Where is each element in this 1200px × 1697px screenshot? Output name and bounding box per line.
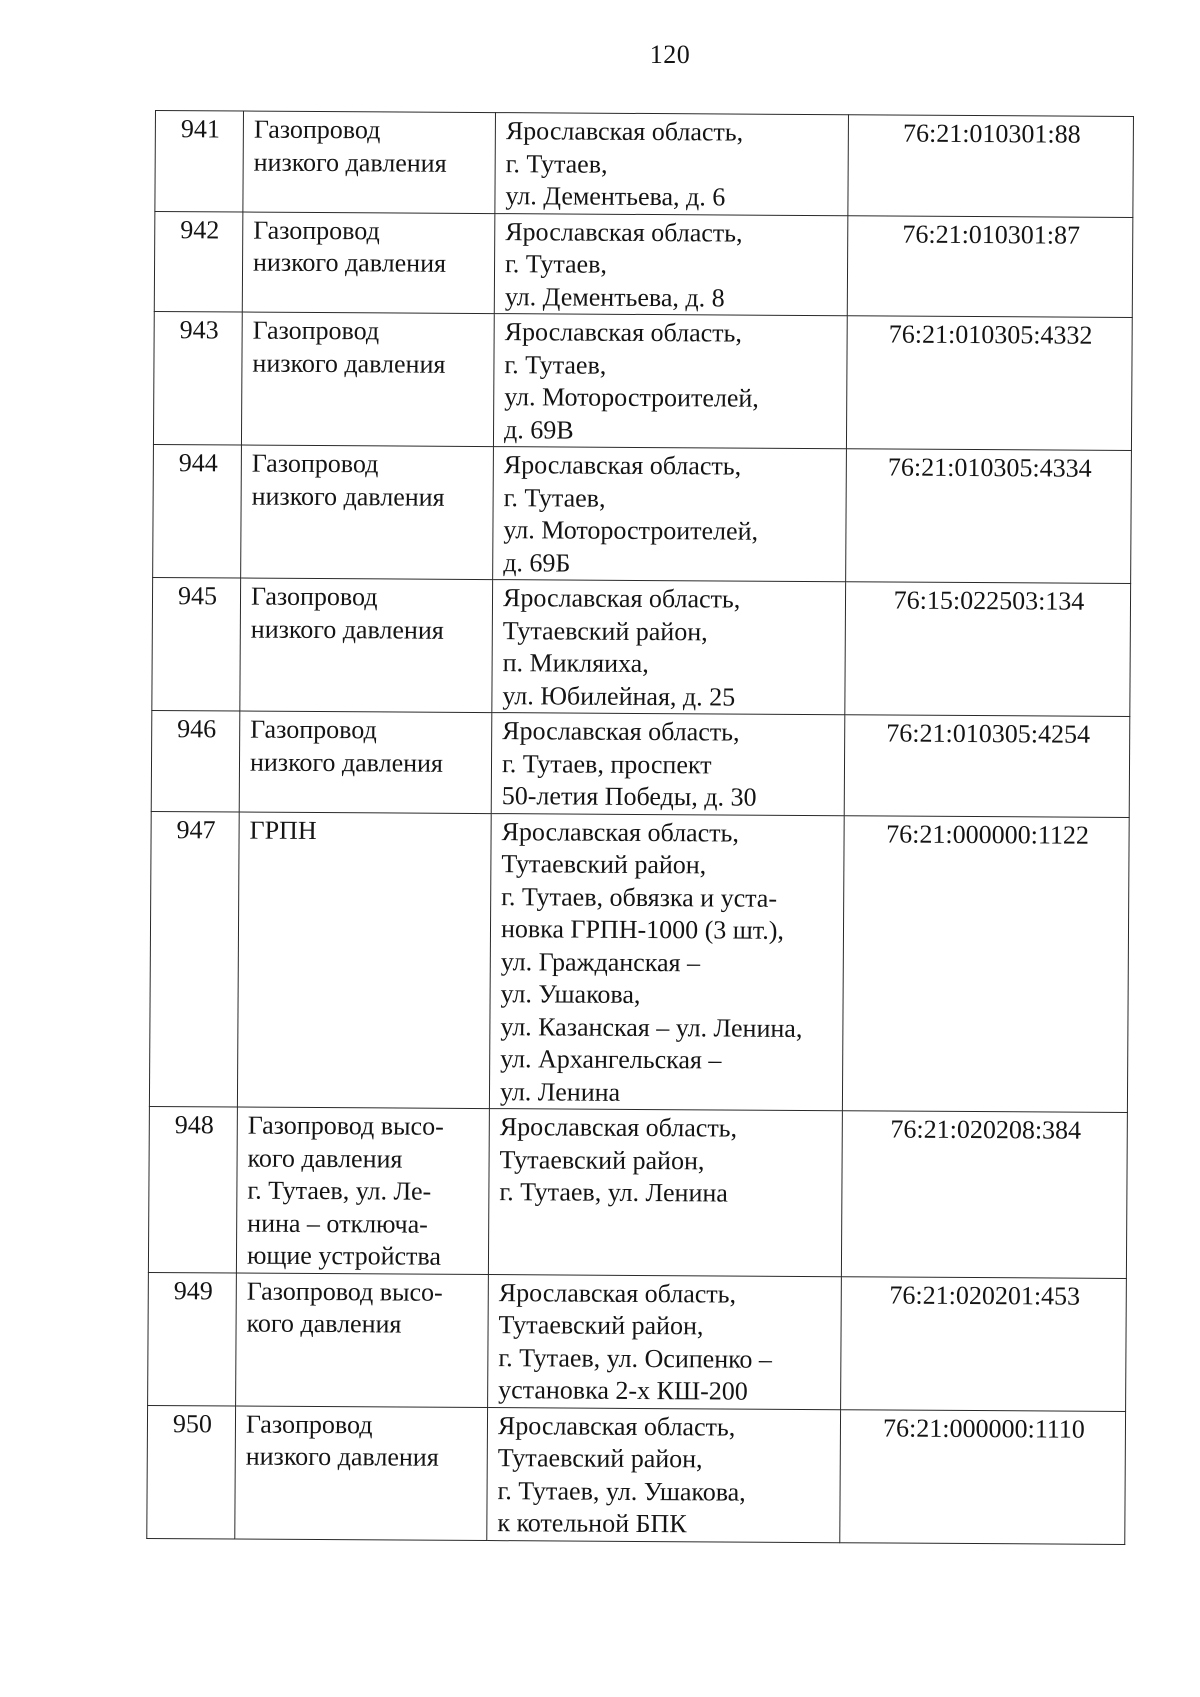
address-line: Ярославская область, — [505, 116, 744, 147]
address-line: ул. Дементьева, д. 8 — [504, 281, 725, 312]
row-number-cell: 943 — [153, 311, 242, 445]
object-name-line: нина – отключа- — [247, 1208, 428, 1239]
address-line: ул. Дементьева, д. 6 — [505, 181, 726, 212]
object-name-line: низкого давления — [251, 481, 445, 512]
address-line: ул. Моторостроителей, — [504, 382, 759, 413]
address-line: новка ГРПН-1000 (3 шт.), — [500, 914, 785, 945]
address-line: г. Тутаев, обвязка и уста- — [501, 881, 778, 913]
address-cell — [495, 113, 849, 216]
cadastral-number-cell: 76:21:010305:4254 — [844, 715, 1130, 817]
object-name-line: ГРПН — [249, 815, 317, 845]
address-cell — [493, 447, 847, 582]
row-number-cell: 945 — [152, 577, 241, 711]
object-name-line: низкого давления — [253, 147, 447, 178]
object-name-line: кого давления — [246, 1308, 402, 1339]
table-row — [152, 577, 1131, 716]
address-line: Ярославская область, — [497, 1410, 736, 1442]
object-name-cell — [236, 1107, 489, 1274]
address-line: к котельной БПК — [497, 1508, 687, 1539]
table-row — [147, 1405, 1126, 1544]
table-row — [155, 111, 1134, 217]
object-name-line: Газопровод — [250, 581, 378, 612]
cadastral-number-cell: 76:21:010305:4334 — [846, 449, 1132, 584]
table-row — [151, 710, 1130, 816]
object-name-line: низкого давления — [245, 1441, 439, 1472]
object-name-line: г. Тутаев, ул. Ле- — [247, 1175, 432, 1206]
address-line: 50-летия Победы, д. 30 — [501, 781, 757, 812]
table-row — [148, 1272, 1127, 1411]
address-line: Тутаевский район, — [502, 615, 708, 646]
object-name-line: Газопровод — [251, 448, 379, 479]
address-line: ул. Казанская – ул. Ленина, — [500, 1011, 803, 1043]
address-line: Ярославская область, — [499, 1112, 738, 1143]
object-name-cell — [237, 812, 491, 1109]
address-line: г. Тутаев, ул. Ленина — [499, 1177, 728, 1208]
object-name-line: Газопровод высо- — [247, 1110, 444, 1141]
object-name-cell — [240, 578, 493, 713]
address-line: г. Тутаев, проспект — [501, 748, 712, 779]
address-line: г. Тутаев, — [504, 249, 608, 279]
row-number-cell: 941 — [155, 111, 244, 212]
address-line: Тутаевский район, — [498, 1310, 704, 1341]
object-name-line: низкого давления — [250, 614, 444, 645]
address-line: Ярославская область, — [504, 317, 743, 348]
row-number-cell: 944 — [153, 444, 242, 578]
object-name-line: низкого давления — [249, 747, 444, 778]
object-name-line: Газопровод высо- — [246, 1276, 443, 1307]
address-cell — [489, 813, 844, 1111]
address-line: д. 69Б — [503, 547, 571, 578]
object-name-cell — [236, 1273, 489, 1408]
table-row — [149, 811, 1129, 1112]
address-line: Ярославская область, — [502, 716, 740, 747]
address-cell — [488, 1109, 842, 1277]
cadastral-number-cell: 76:21:000000:1122 — [842, 815, 1129, 1112]
object-name-cell — [241, 312, 494, 447]
row-number-cell: 946 — [151, 710, 240, 811]
object-name-cell — [243, 111, 496, 213]
object-name-line: Газопровод — [253, 215, 380, 245]
object-name-line: Газопровод — [253, 114, 381, 145]
object-name-line: Газопровод — [245, 1409, 373, 1439]
row-number-cell: 949 — [148, 1272, 237, 1406]
row-number-cell: 950 — [147, 1405, 236, 1539]
cadastral-number-cell: 76:21:010301:88 — [848, 115, 1134, 217]
address-line: п. Микляиха, — [502, 648, 649, 679]
registry-table — [146, 110, 1134, 1544]
address-cell — [492, 580, 846, 715]
registry-body — [147, 111, 1134, 1544]
object-name-cell — [242, 212, 495, 314]
address-line: Тутаевский район, — [497, 1443, 703, 1474]
address-line: г. Тутаев, — [503, 482, 606, 513]
object-name-cell — [241, 445, 494, 580]
address-line: ул. Моторостроителей, — [503, 515, 759, 546]
address-line: установка 2-х КШ-200 — [498, 1375, 748, 1406]
cadastral-number-cell: 76:21:010301:87 — [847, 215, 1133, 317]
object-name-line: низкого давления — [252, 247, 447, 278]
object-name-cell — [235, 1406, 488, 1541]
address-cell — [494, 213, 848, 316]
address-cell — [491, 713, 845, 816]
address-line: Тутаевский район, — [499, 1144, 705, 1175]
address-cell — [487, 1407, 841, 1542]
address-line: д. 69В — [503, 414, 574, 445]
address-line: ул. Гражданская – — [500, 946, 701, 977]
table-row — [148, 1106, 1127, 1277]
address-line: г. Тутаев, — [504, 349, 607, 380]
cadastral-number-cell: 76:21:000000:1110 — [840, 1409, 1126, 1544]
address-line: Ярославская область, — [502, 583, 741, 614]
cadastral-number-cell: 76:15:022503:134 — [845, 582, 1131, 717]
object-name-cell — [239, 711, 492, 813]
address-line: г. Тутаев, ул. Ушакова, — [497, 1475, 746, 1507]
object-name-line: низкого давления — [252, 348, 446, 379]
address-line: Ярославская область, — [505, 216, 743, 248]
address-line: г. Тутаев, ул. Осипенко – — [498, 1342, 773, 1374]
cadastral-number-cell: 76:21:020208:384 — [841, 1111, 1127, 1278]
address-line: г. Тутаев, — [505, 148, 608, 179]
table-row — [153, 444, 1132, 583]
address-line: ул. Ушакова, — [500, 979, 641, 1009]
address-line: ул. Ленина — [499, 1076, 621, 1107]
object-name-line: ющие устройства — [246, 1240, 442, 1271]
object-name-line: Газопровод — [252, 315, 380, 346]
address-cell — [493, 314, 847, 449]
address-line: Ярославская область, — [498, 1277, 737, 1309]
table-row — [154, 211, 1133, 317]
object-name-line: Газопровод — [250, 714, 377, 745]
address-line: ул. Архангельская – — [500, 1044, 722, 1075]
address-cell — [488, 1274, 842, 1409]
address-line: Тутаевский район, — [501, 849, 707, 880]
row-number-cell: 947 — [149, 811, 239, 1107]
address-line: Ярославская область, — [501, 816, 739, 848]
cadastral-number-cell: 76:21:020201:453 — [841, 1276, 1127, 1411]
cadastral-number-cell: 76:21:010305:4332 — [846, 316, 1132, 451]
page-number: 120 — [649, 40, 691, 69]
row-number-cell: 942 — [154, 211, 243, 312]
object-name-line: кого давления — [247, 1143, 403, 1174]
address-line: ул. Юбилейная, д. 25 — [502, 680, 736, 712]
row-number-cell: 948 — [148, 1106, 237, 1272]
address-line: Ярославская область, — [503, 450, 742, 481]
table-row — [153, 311, 1132, 450]
